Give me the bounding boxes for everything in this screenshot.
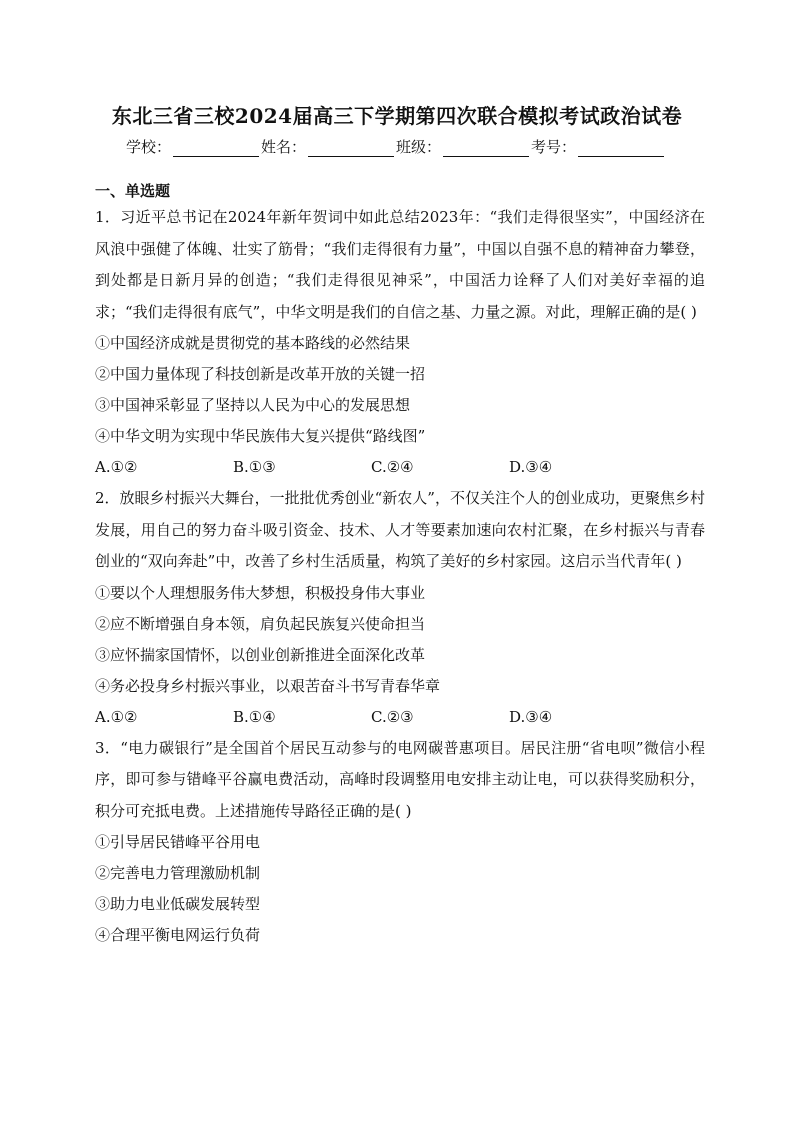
school-label: 学校：	[126, 138, 172, 156]
question-2-item-4: ④务必投身乡村振兴事业，以艰苦奋斗书写青春华章	[95, 676, 441, 695]
question-2-option-d: D.③④	[509, 707, 553, 726]
question-1-option-d: D.③④	[509, 458, 553, 476]
question-1-item-1: ①中国经济成就是贯彻党的基本路线的必然结果	[95, 334, 411, 352]
exam-title: 东北三省三校2024届高三下学期第四次联合模拟考试政治试卷	[111, 104, 683, 128]
question-1-option-b: B.①③	[233, 458, 276, 476]
question-2-option-a: A.①②	[95, 707, 138, 726]
questions-area	[95, 180, 705, 951]
question-3-item-3: ③助力电业低碳发展转型	[95, 895, 261, 913]
question-2-options	[95, 702, 705, 733]
name-label: 姓名：	[261, 138, 307, 156]
question-3-item-4: ④合理平衡电网运行负荷	[95, 926, 261, 944]
class-blank	[443, 142, 529, 157]
question-2-item-3: ③应怀揣家国情怀，以创业创新推进全面深化改革	[95, 645, 426, 664]
question-3-item-2: ②完善电力管理激励机制	[95, 864, 261, 882]
school-blank	[173, 142, 259, 157]
class-label: 班级：	[396, 138, 442, 156]
question-1-item-2: ②中国力量体现了科技创新是改革开放的关键一招	[95, 365, 426, 383]
question-1-options	[95, 452, 705, 483]
name-blank	[308, 142, 394, 157]
question-2-stem: 2．放眼乡村振兴大舞台，一批批优秀创业“新农人”，不仅关注个人的创业成功，更聚焦乡村发展，用自己的努力奋斗吸引资金、技术、人才等要素加速向农村汇聚，在乡村振兴与青春创业的“双向奔赴”中，改善了乡村生活质量，构筑了美好的乡村家园。这启示当代青年( )	[95, 489, 705, 570]
question-1-stem: 1．习近平总书记在2024年新年贺词中如此总结2023年：“我们走得很坚实”，中国经济在风浪中强健了体魄、壮实了筋骨；“我们走得很有力量”，中国以自强不息的精神奋力攀登，到处都是日新月异的创造；“我们走得很见神采”，中国活力诠释了人们对美好幸福的追求；“我们走得很有底气”，中华文明是我们的自信之基、力量之源。对此，理解正确的是( )	[95, 208, 705, 321]
question-3-item-1: ①引导居民错峰平谷用电	[95, 833, 261, 851]
question-2-option-c: C.②③	[371, 707, 414, 726]
number-label: 考号：	[531, 138, 577, 156]
section-heading: 一、单选题	[95, 182, 171, 200]
question-1-option-a: A.①②	[95, 458, 138, 476]
question-1-option-c: C.②④	[371, 458, 414, 476]
question-2-option-b: B.①④	[233, 707, 276, 726]
question-2-item-1: ①要以个人理想服务伟大梦想，积极投身伟大事业	[95, 583, 426, 602]
question-1-item-4: ④中华文明为实现中华民族伟大复兴提供“路线图”	[95, 427, 426, 445]
question-1-item-3: ③中国神采彰显了坚持以人民为中心的发展思想	[95, 396, 411, 414]
number-blank	[578, 142, 664, 157]
question-3-stem: 3．“电力碳银行”是全国首个居民互动参与的电网碳普惠项目。居民注册“省电呗”微信小程序，即可参与错峰平谷赢电费活动，高峰时段调整用电安排主动让电，可以获得奖励积分，积分可充抵电费。上述措施传导路径正确的是( )	[95, 738, 705, 820]
question-2-item-2: ②应不断增强自身本领，肩负起民族复兴使命担当	[95, 614, 426, 633]
student-info-row	[126, 136, 666, 157]
